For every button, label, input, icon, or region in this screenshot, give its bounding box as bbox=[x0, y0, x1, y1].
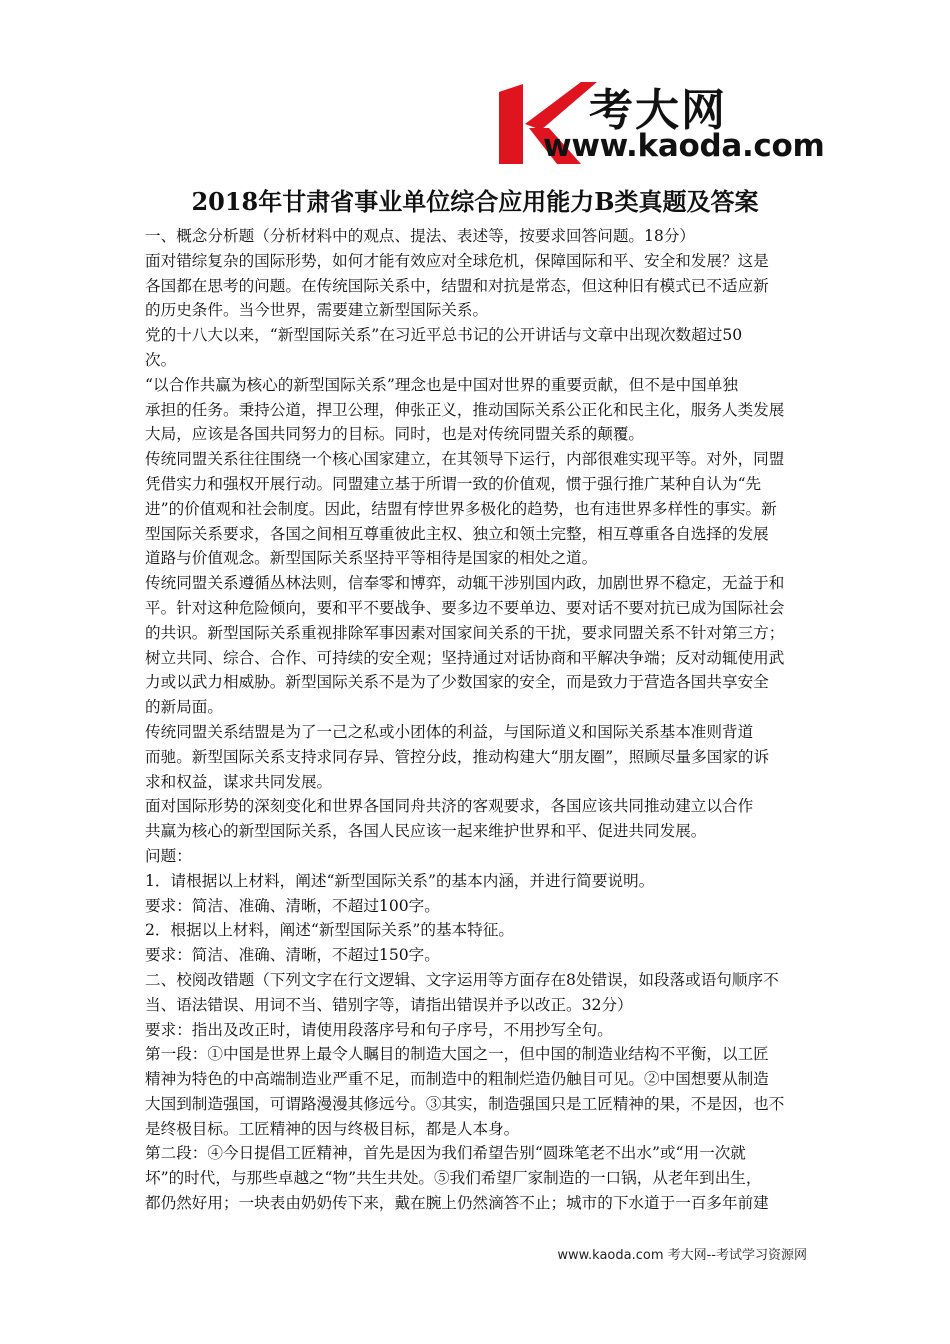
text-line: 大局，应该是各国共同努力的目标。同时，也是对传统同盟关系的颠覆。 bbox=[145, 425, 645, 444]
text-line: 要求：简洁、准确、清晰，不超过100字。 bbox=[145, 896, 440, 915]
text-line: 型国际关系要求，各国之间相互尊重彼此主权、独立和领土完整，相互尊重各自选择的发展 bbox=[145, 524, 769, 543]
kaoda-logo bbox=[493, 78, 825, 168]
text-line: 次。 bbox=[145, 350, 177, 369]
text-line: 第二段：④今日提倡工匠精神，首先是因为我们希望告别“圆珠笔老不出水”或“用一次就 bbox=[145, 1144, 746, 1163]
text-line: 问题： bbox=[145, 846, 192, 865]
logo-brand-text: 考大网 bbox=[589, 85, 727, 136]
text-line: 传统同盟关系往往围绕一个核心国家建立，在其领导下运行，内部很难实现平等。对外，同盟 bbox=[145, 450, 785, 469]
text-line: 传统同盟关系遵循丛林法则，信奉零和博弈，动辄干涉别国内政，加剧世界不稳定，无益于和 bbox=[145, 574, 785, 593]
text-line: 是终极目标。工匠精神的因与终极目标，都是人本身。 bbox=[145, 1119, 520, 1138]
text-line: 要求：指出及改正时，请使用段落序号和句子序号，不用抄写全句。 bbox=[145, 1020, 613, 1039]
text-line: 树立共同、综合、合作、可持续的安全观；坚持通过对话协商和平解决争端；反对动辄使用武 bbox=[145, 648, 785, 667]
text-line: 的新局面。 bbox=[145, 698, 223, 717]
text-line: 坏”的时代，与那些卓越之“物”共生共处。⑤我们希望厂家制造的一口锅，从老年到出生， bbox=[145, 1169, 762, 1188]
text-line: “以合作共赢为核心的新型国际关系”理念也是中国对世界的重要贡献，但不是中国单独 bbox=[145, 375, 738, 394]
text-line: 面对错综复杂的国际形势，如何才能有效应对全球危机，保障国际和平、安全和发展？这是 bbox=[145, 251, 769, 270]
text-line: 凭借实力和强权开展行动。同盟建立基于所谓一致的价值观，惯于强行推广某种自认为“先 bbox=[145, 474, 762, 493]
text-line: 承担的任务。秉持公道，捍卫公理，伸张正义，推动国际关系公正化和民主化，服务人类发展 bbox=[145, 400, 785, 419]
text-line: 第一段：①中国是世界上最令人瞩目的制造大国之一，但中国的制造业结构不平衡，以工匠 bbox=[145, 1045, 769, 1064]
text-line: 都仍然好用；一块表由奶奶传下来，戴在腕上仍然滴答不止；城市的下水道于一百多年前建 bbox=[145, 1194, 769, 1213]
document-title: 2018年甘肃省事业单位综合应用能力B类真题及答案 bbox=[191, 187, 759, 216]
text-line: 各国都在思考的问题。在传统国际关系中，结盟和对抗是常态，但这种旧有模式已不适应新 bbox=[145, 276, 769, 295]
text-line: 要求：简洁、准确、清晰，不超过150字。 bbox=[145, 946, 440, 965]
text-line: 力或以武力相威胁。新型国际关系不是为了少数国家的安全，而是致力于营造各国共享安全 bbox=[145, 673, 769, 692]
text-line: 的历史条件。当今世界，需要建立新型国际关系。 bbox=[145, 301, 489, 320]
text-line: 进”的价值观和社会制度。因此，结盟有悖世界多极化的趋势，也有违世界多样性的事实。新 bbox=[145, 499, 777, 518]
text-line: 1．请根据以上材料，阐述“新型国际关系”的基本内涵，并进行简要说明。 bbox=[145, 871, 655, 890]
text-line: 平。针对这种危险倾向，要和平不要战争、要多边不要单边、要对话不要对抗已成为国际社会 bbox=[145, 598, 785, 617]
text-line: 道路与价值观念。新型国际关系坚持平等相待是国家的相处之道。 bbox=[145, 549, 598, 568]
text-line: 一、概念分析题（分析材料中的观点、提法、表述等，按要求回答问题。18分） bbox=[145, 227, 696, 245]
page-footer: www.kaoda.com 考大网--考试学习资源网 bbox=[557, 1248, 807, 1263]
text-line: 传统同盟关系结盟是为了一己之私或小团体的利益，与国际道义和国际关系基本准则背道 bbox=[145, 722, 754, 741]
text-line: 党的十八大以来，“新型国际关系”在习近平总书记的公开讲话与文章中出现次数超过50 bbox=[145, 326, 743, 345]
text-line: 2．根据以上材料，阐述“新型国际关系”的基本特征。 bbox=[145, 921, 514, 940]
text-line: 而驰。新型国际关系支持求同存异、管控分歧，推动构建大“朋友圈”，照顾尽量多国家的诉 bbox=[145, 747, 770, 766]
document-body bbox=[145, 224, 815, 1216]
text-line: 求和权益，谋求共同发展。 bbox=[145, 772, 333, 791]
text-line: 精神为特色的中高端制造业严重不足，而制造中的粗制烂造仍触目可见。②中国想要从制造 bbox=[145, 1070, 769, 1089]
text-line: 二、校阅改错题（下列文字在行文逻辑、文字运用等方面存在8处错误，如段落或语句顺序不 bbox=[145, 970, 779, 989]
text-line: 共赢为核心的新型国际关系，各国人民应该一起来维护世界和平、促进共同发展。 bbox=[145, 822, 707, 841]
text-line: 的共识。新型国际关系重视排除军事因素对国家间关系的干扰，要求同盟关系不针对第三方； bbox=[145, 623, 785, 642]
text-line: 当、语法错误、用词不当、错别字等，请指出错误并予以改正。32分） bbox=[145, 995, 633, 1014]
text-line: 面对国际形势的深刻变化和世界各国同舟共济的客观要求，各国应该共同推动建立以合作 bbox=[145, 797, 754, 816]
text-line: 大国到制造强国，可谓路漫漫其修远兮。③其实，制造强国只是工匠精神的果，不是因，也不 bbox=[145, 1094, 785, 1113]
logo-url-text: www.kaoda.com bbox=[543, 128, 825, 164]
